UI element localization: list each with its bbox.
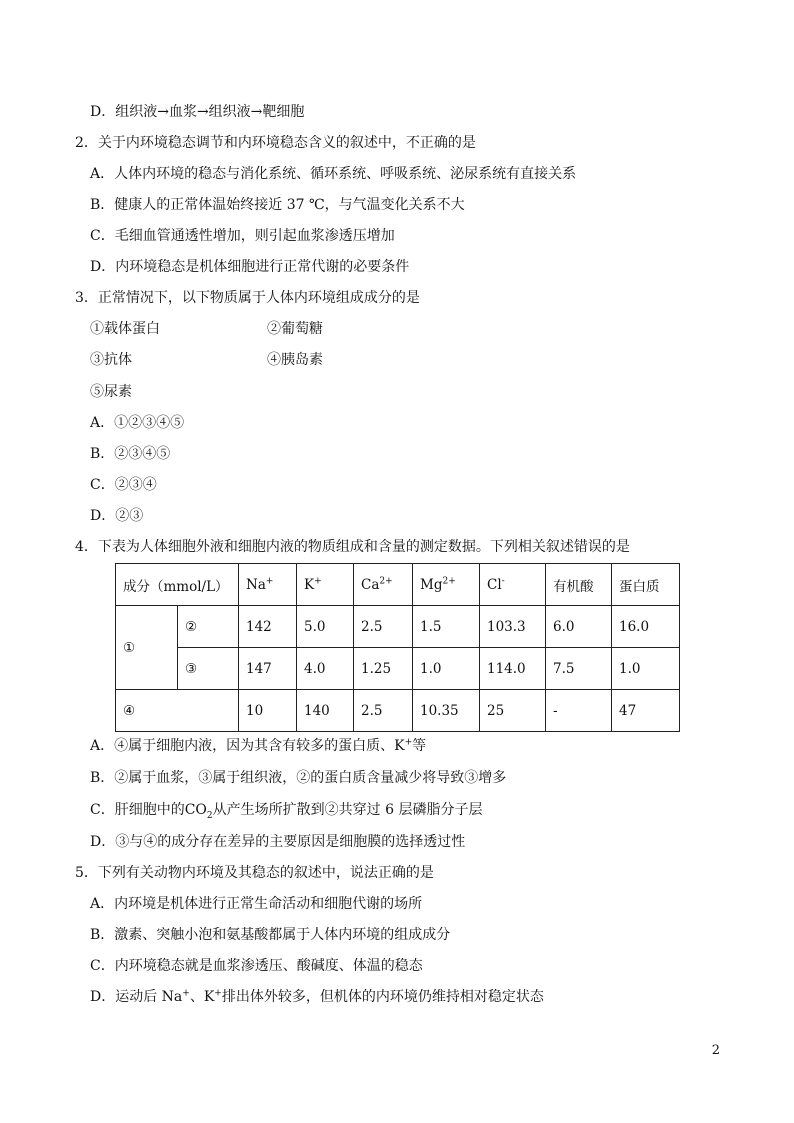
q5-option-d: D．运动后 Na+、K+排出体外较多，但机体的内环境仍维持相对稳定状态 (90, 988, 544, 1005)
q1-option-d: D．组织液→血浆→组织液→靶细胞 (90, 104, 305, 120)
table-cell: 114.0 (480, 648, 546, 690)
table-cell: 16.0 (612, 606, 680, 648)
table-row (116, 606, 680, 648)
table-cell: 147 (239, 648, 297, 690)
group-label-extracellular: ① (116, 606, 178, 690)
row-label: ④ (116, 690, 239, 732)
q2-option-a: A．人体内环境的稳态与消化系统、循环系统、呼吸系统、泌尿系统有直接关系 (90, 166, 577, 182)
q3-item-1: ①载体蛋白 (90, 321, 160, 337)
row-label: ③ (178, 648, 239, 690)
q2-option-b: B．健康人的正常体温始终接近 37 ℃，与气温变化关系不大 (90, 197, 465, 213)
q3-option-c: C．②③④ (90, 477, 157, 493)
q5-option-b: B．激素、突触小泡和氨基酸都属于人体内环境的组成成分 (90, 927, 451, 943)
table-cell: 10.35 (413, 690, 480, 732)
table-cell: 10 (239, 690, 297, 732)
page-number: 2 (711, 1043, 720, 1058)
table-cell: 140 (297, 690, 354, 732)
table-cell: 1.5 (413, 606, 480, 648)
table-cell: 25 (480, 690, 546, 732)
header-component: 成分（mmol/L） (116, 564, 239, 606)
table-row (116, 690, 680, 732)
q4-option-d: D．③与④的成分存在差异的主要原因是细胞膜的选择透过性 (90, 834, 466, 850)
q3-option-a: A．①②③④⑤ (90, 415, 185, 431)
question-5-stem: 5．下列有关动物内环境及其稳态的叙述中，说法正确的是 (75, 865, 434, 881)
row-label: ② (178, 606, 239, 648)
table-cell: 1.25 (354, 648, 413, 690)
header-k: K+ (297, 564, 354, 606)
header-na: Na+ (239, 564, 297, 606)
table-cell: 1.0 (413, 648, 480, 690)
table-cell: 2.5 (354, 690, 413, 732)
question-2-stem: 2．关于内环境稳态调节和内环境稳态含义的叙述中，不正确的是 (75, 135, 476, 151)
table-cell: 142 (239, 606, 297, 648)
header-ca: $Ca^{2+}$ (354, 564, 413, 606)
question-4-stem: 4．下表为人体细胞外液和细胞内液的物质组成和含量的测定数据。下列相关叙述错误的是 (75, 539, 630, 555)
q4-option-b: B．②属于血浆，③属于组织液，②的蛋白质含量减少将导致③增多 (90, 770, 507, 786)
table-cell: 103.3 (480, 606, 546, 648)
q3-item-2: ②葡萄糖 (267, 321, 323, 337)
table-cell: 1.0 (612, 648, 680, 690)
header-protein: 蛋白质 (612, 564, 680, 606)
q3-item-5: ⑤尿素 (90, 384, 132, 400)
q4-option-c: C．肝细胞中的$CO_2$从产生场所扩散到②共穿过 6 层磷脂分子层 (90, 802, 483, 821)
table-cell: 6.0 (546, 606, 612, 648)
q2-option-d: D．内环境稳态是机体细胞进行正常代谢的必要条件 (90, 259, 410, 275)
composition-table (115, 563, 680, 732)
q3-item-3: ③抗体 (90, 352, 132, 368)
table-cell: 5.0 (297, 606, 354, 648)
q3-item-4: ④胰岛素 (267, 352, 323, 368)
q2-option-c: C．毛细血管通透性增加，则引起血浆渗透压增加 (90, 228, 395, 244)
table-cell: 2.5 (354, 606, 413, 648)
table-cell: 4.0 (297, 648, 354, 690)
question-3-stem: 3．正常情况下，以下物质属于人体内环境组成成分的是 (75, 290, 420, 306)
table-row (116, 648, 680, 690)
table-cell: 47 (612, 690, 680, 732)
q5-option-c: C．内环境稳态就是血浆渗透压、酸碱度、体温的稳态 (90, 958, 423, 974)
header-organic-acid: 有机酸 (546, 564, 612, 606)
q3-option-d: D．②③ (90, 508, 144, 524)
table-header-row (116, 564, 680, 606)
q4-option-a: A．④属于细胞内液，因为其含有较多的蛋白质、K+等 (90, 737, 427, 754)
table-cell: 7.5 (546, 648, 612, 690)
q3-option-b: B．②③④⑤ (90, 446, 171, 462)
header-mg: $Mg^{2+}$ (413, 564, 480, 606)
header-cl: Cl- (480, 564, 546, 606)
q5-option-a: A．内环境是机体进行正常生命活动和细胞代谢的场所 (90, 896, 423, 912)
table-cell: - (546, 690, 612, 732)
